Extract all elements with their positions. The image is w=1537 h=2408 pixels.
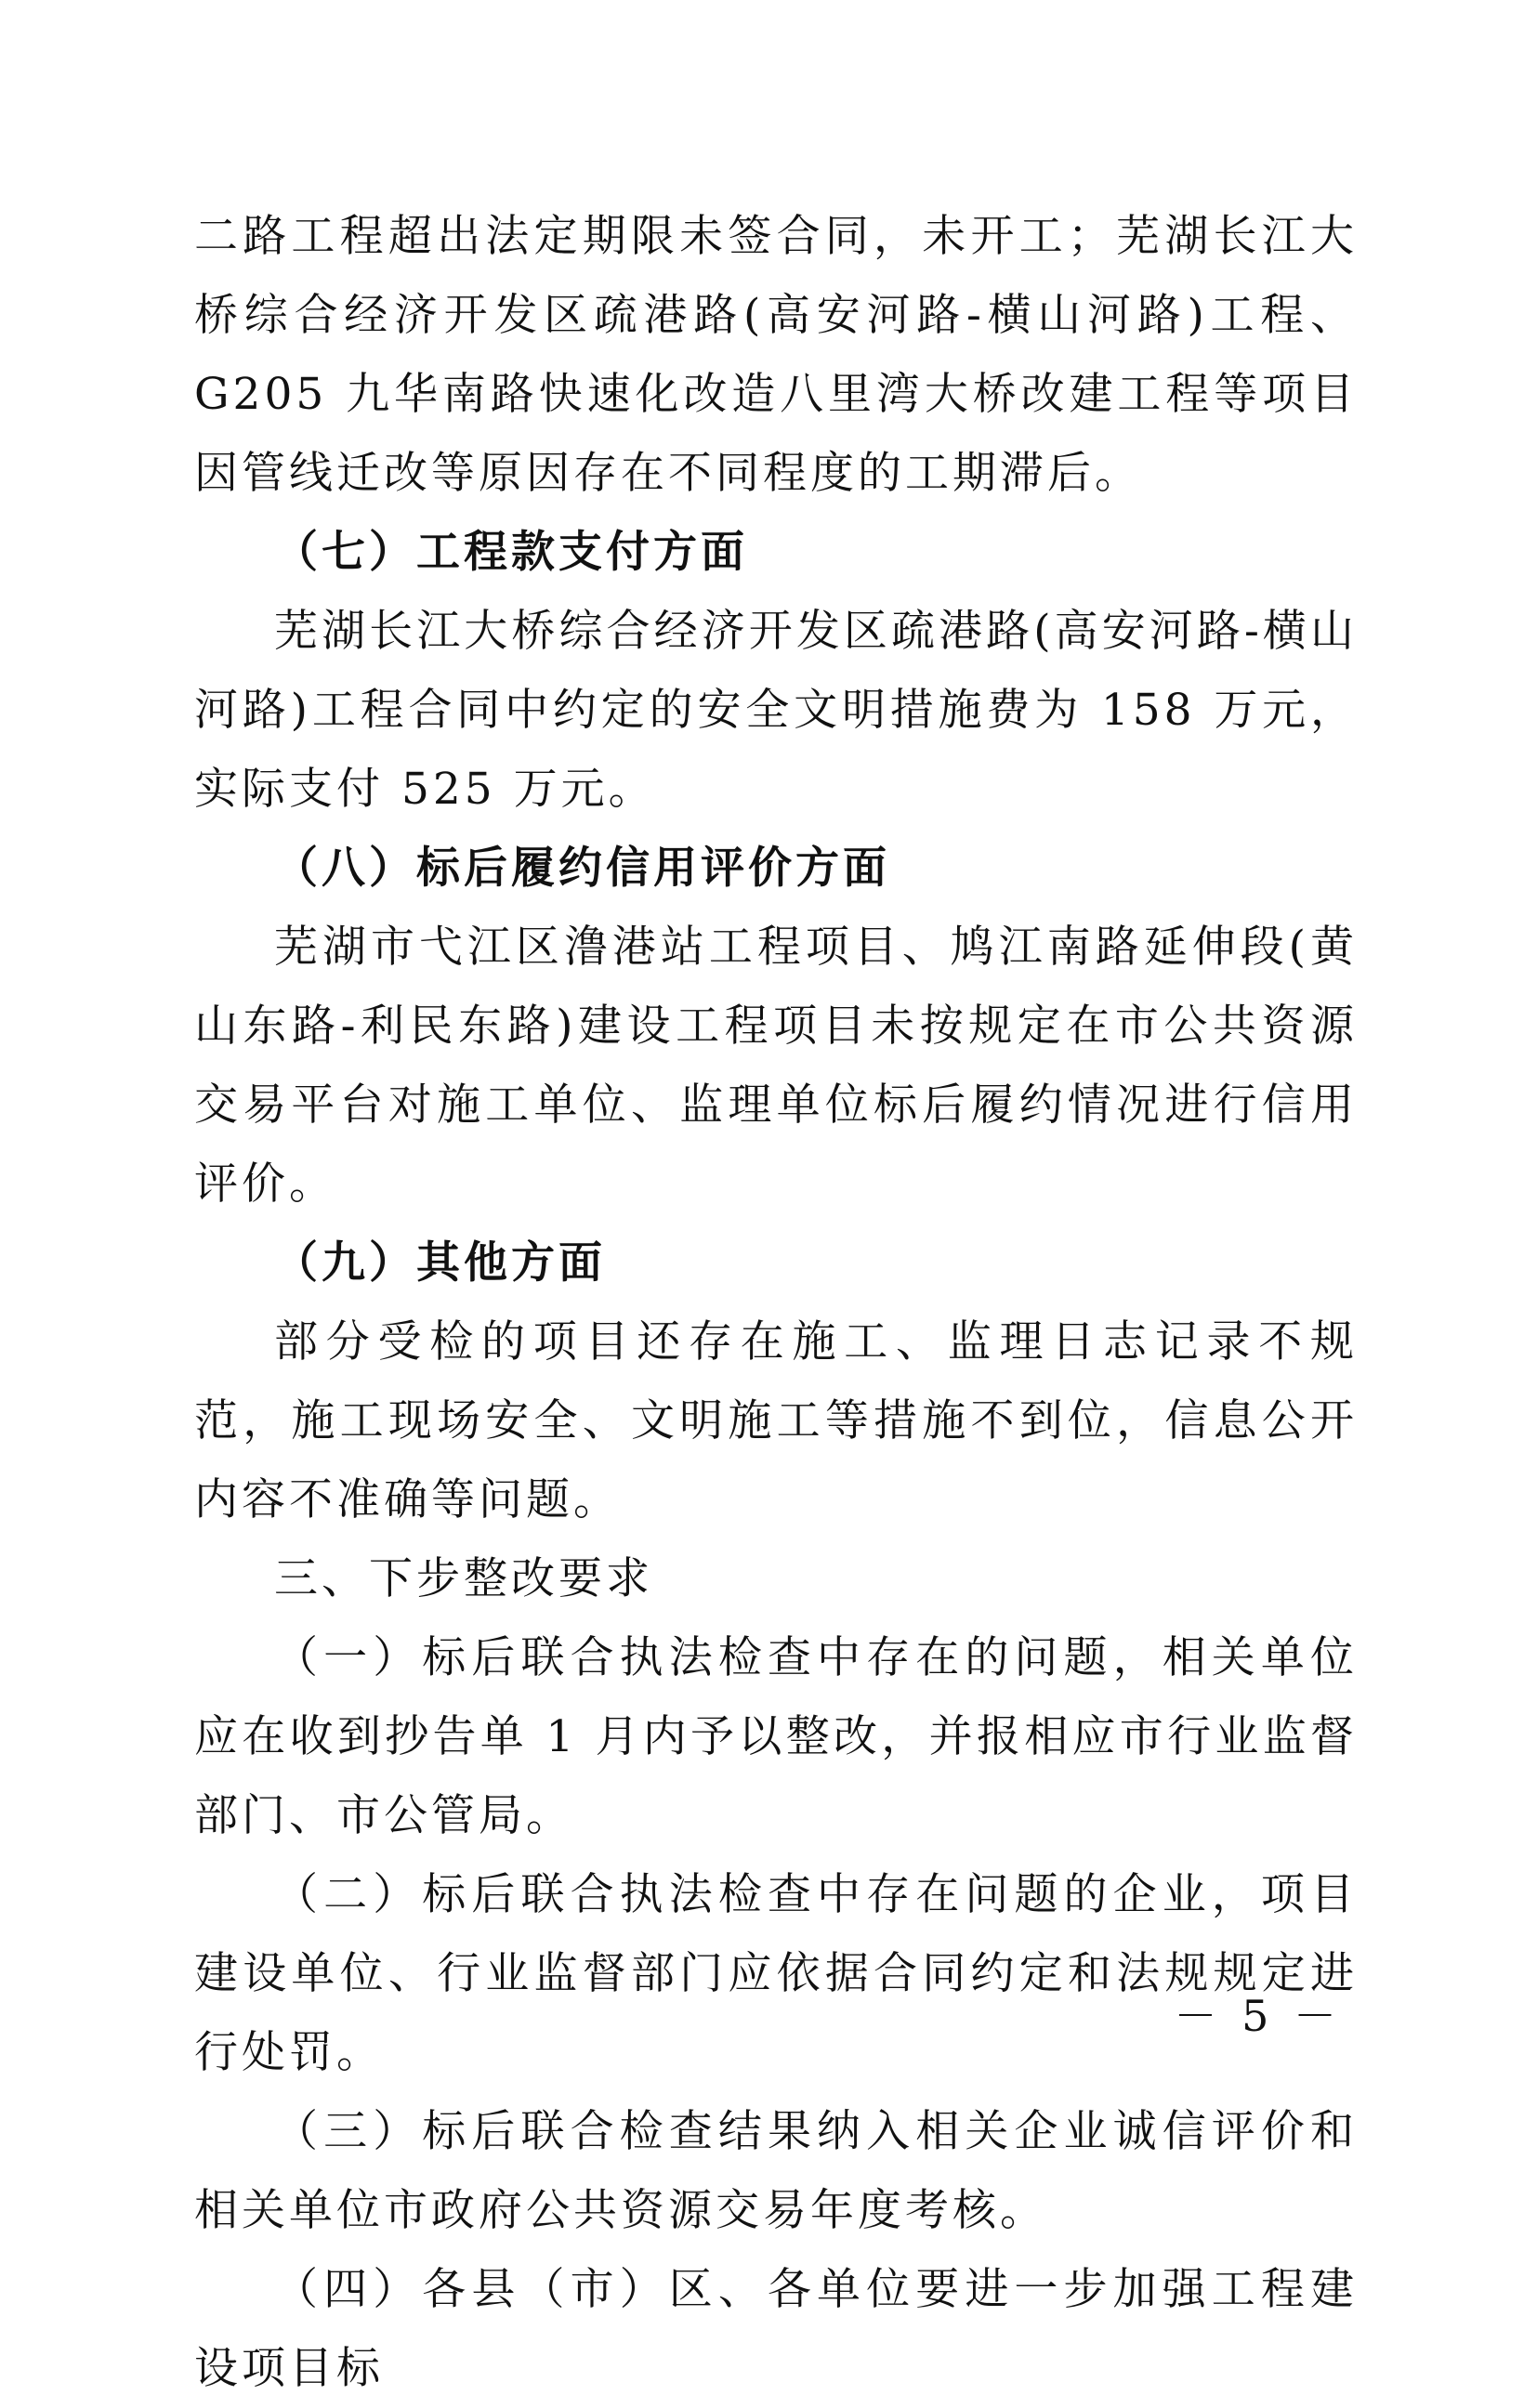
section-heading-rectification: 三、下步整改要求 (274, 1553, 653, 1604)
paragraph-continuation: 二路工程超出法定期限未签合同，未开工；芜湖长江大桥综合经济开发区疏港路(高安河路-横山河路)工程、G205 九华南路快速化改造八里湾大桥改建工程等项目因管线迁改等原因存在不同程度的工期滞后。 (194, 211, 1358, 499)
paragraph-requirement-4: （四）各县（市）区、各单位要进一步加强工程建设项目标 (194, 2264, 1358, 2394)
section-heading-8: （八）标后履约信用评价方面 (274, 843, 890, 894)
paragraph-requirement-1: （一）标后联合执法检查中存在的问题，相关单位应在收到抄告单 1 月内予以整改，并报相应市行业监督部门、市公管局。 (194, 1632, 1358, 1841)
section-heading-9: （九）其他方面 (274, 1237, 606, 1289)
document-body (194, 197, 1358, 2408)
paragraph-other: 部分受检的项目还存在施工、监理日志记录不规范，施工现场安全、文明施工等措施不到位，信息公开内容不准确等问题。 (194, 1316, 1358, 1525)
paragraph-requirement-2: （二）标后联合执法检查中存在问题的企业，项目建设单位、行业监督部门应依据合同约定和法规规定进行处罚。 (194, 1869, 1358, 2078)
page-number: － 5 － (1174, 1991, 1342, 2041)
paragraph-requirement-3: （三）标后联合检查结果纳入相关企业诚信评价和相关单位市政府公共资源交易年度考核。 (194, 2106, 1358, 2236)
paragraph-payment: 芜湖长江大桥综合经济开发区疏港路(高安河路-横山河路)工程合同中约定的安全文明措施费为 158 万元，实际支付 525 万元。 (194, 606, 1358, 815)
section-heading-7: （七）工程款支付方面 (274, 527, 748, 578)
paragraph-credit-evaluation: 芜湖市弋江区澛港站工程项目、鸠江南路延伸段(黄山东路-利民东路)建设工程项目未按规定在市公共资源交易平台对施工单位、监理单位标后履约情况进行信用评价。 (194, 922, 1358, 1210)
